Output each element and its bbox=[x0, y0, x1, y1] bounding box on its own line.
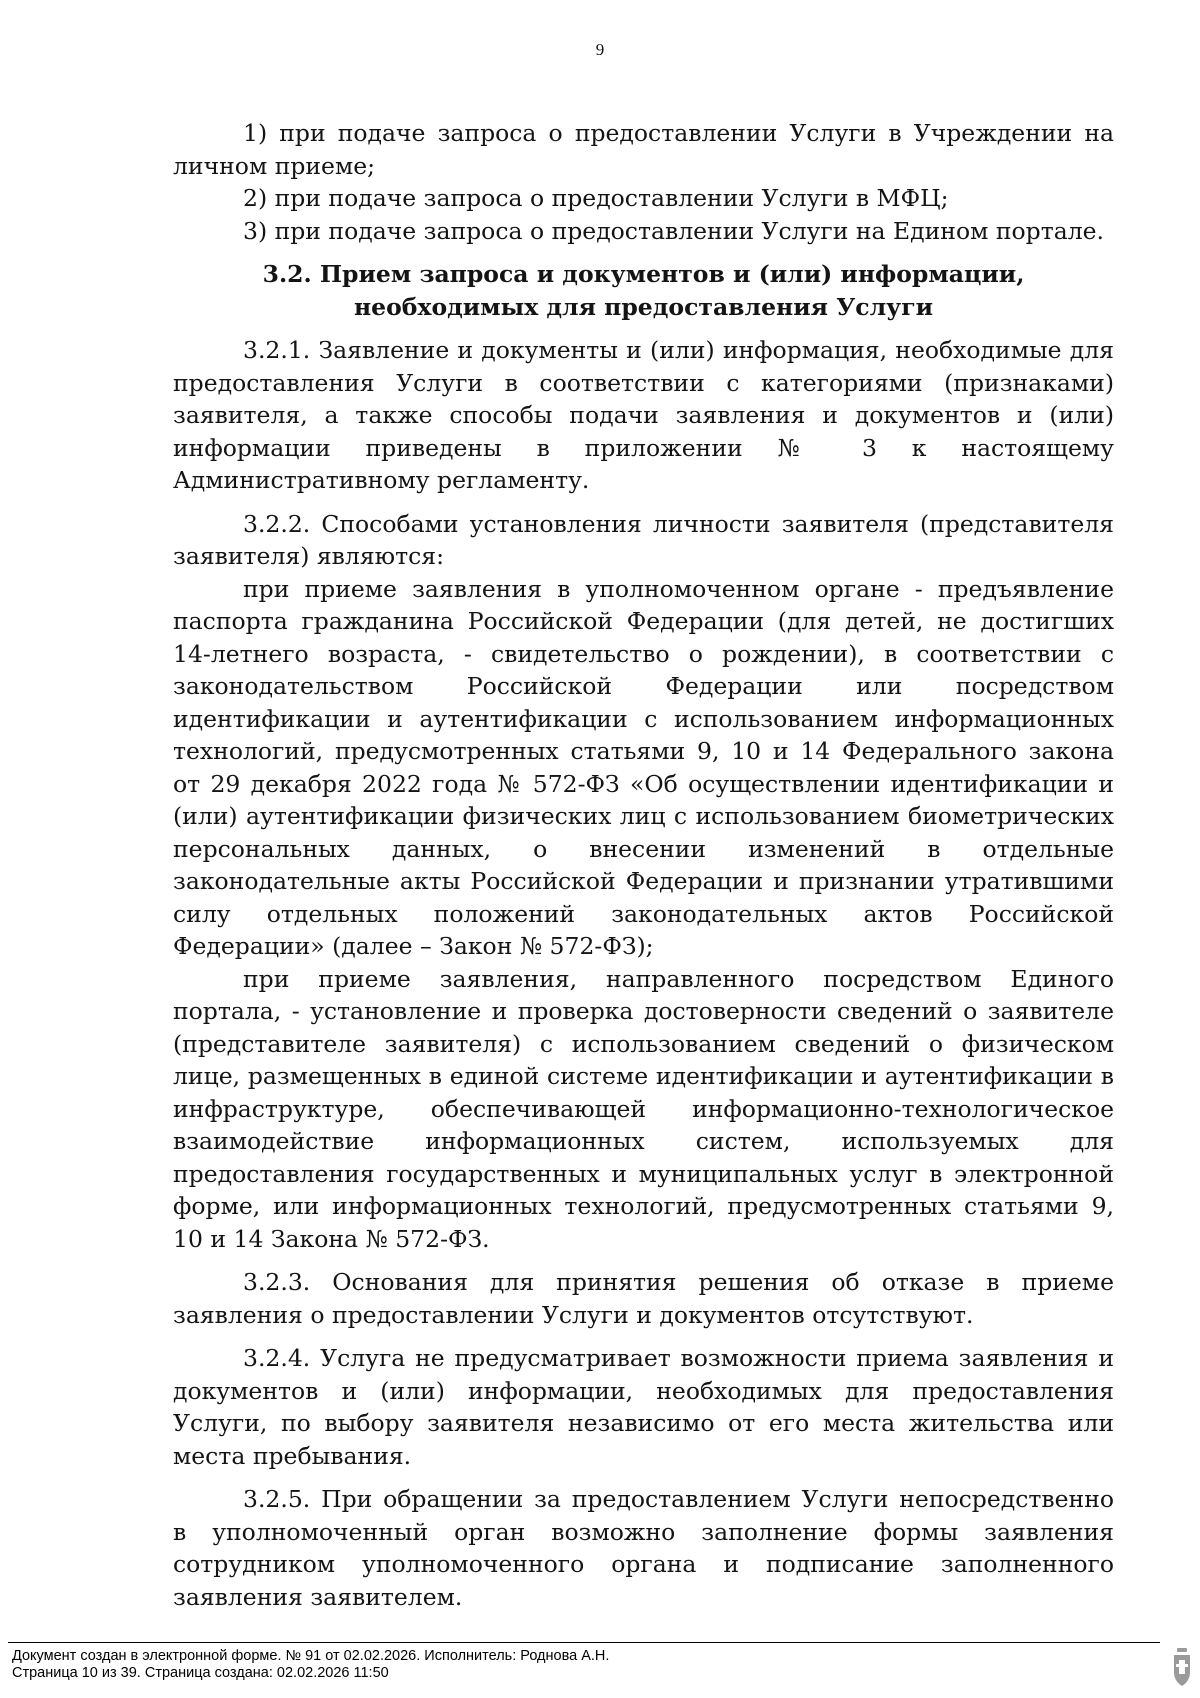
coat-of-arms-icon bbox=[1171, 1646, 1193, 1690]
paragraph-3-2-2: 3.2.2. Способами установления личности заявителя (представителя заявителя) являются: bbox=[173, 509, 1114, 570]
section-heading: 3.2. Прием запроса и документов и (или) информации, необходимых для предоставления Услуги bbox=[262, 260, 1025, 321]
paragraph-3-2-2-office: при приеме заявления в уполномоченном органе - предъявление паспорта гражданина Российской Федерации (для детей, не достигших 14-летнего возраста, - свидетельство о рождении), в соответствии с законодательством Российской Федерации или посредством идентификации и аутентификации с использованием информационных технологий, предусмотренных статьями 9, 10 и 14 Федерального закона от 29 декабря 2022 года № 572-ФЗ «Об осуществлении идентификации и (или) аутентификации физических лиц с использованием биометрических персональных данных, о внесении изменений в отдельные законодательные акты Российской Федерации и признании утратившими силу отдельных положений законодательных актов Российской Федерации» (далее – Закон № 572-ФЗ); bbox=[173, 574, 1114, 960]
list-item: 2) при подаче запроса о предоставлении Услуги в МФЦ; bbox=[243, 184, 949, 212]
list-item: 3) при подаче запроса о предоставлении Услуги на Едином портале. bbox=[243, 216, 1105, 245]
paragraph-3-2-3: 3.2.3. Основания для принятия решения об отказе в приеме заявления о предоставлении Услуги и документов отсутствуют. bbox=[173, 1268, 1114, 1329]
document-body bbox=[173, 117, 1114, 1613]
footer-line-1: Документ создан в электронной форме. № 91 от 02.02.2026. Исполнитель: Роднова А.Н. bbox=[12, 1648, 610, 1664]
paragraph-3-2-1: 3.2.1. Заявление и документы и (или) информация, необходимые для предоставления Услуги в соответствии с категориями (признаками) заявителя, а также способы подачи заявления и документов и (или) информации приведены в приложении № 3 к настоящему Административному регламенту. bbox=[173, 336, 1114, 494]
paragraph-3-2-2-portal: при приеме заявления, направленного посредством Единого портала, - установление и проверка достоверности сведений о заявителе (представителе заявителя) с использованием сведений о физическом лице, размещенных в единой системе идентификации и аутентификации в инфраструктуре, обеспечивающей информационно-технологическое взаимодействие информационных систем, используемых для предоставления государственных и муниципальных услуг в электронной форме, или информационных технологий, предусмотренных статьями 9, 10 и 14 Закона № 572-ФЗ. bbox=[173, 964, 1114, 1253]
document-footer bbox=[12, 1648, 609, 1682]
list-item: 1) при подаче запроса о предоставлении Услуги в Учреждении на личном приеме; bbox=[173, 119, 1114, 180]
page-number: 9 bbox=[595, 40, 605, 59]
footer-divider bbox=[8, 1642, 1160, 1643]
paragraph-3-2-5: 3.2.5. При обращении за предоставлением Услуги непосредственно в уполномоченный орган возможно заполнение формы заявления сотрудником уполномоченного органа и подписание заполненного заявления заявителем. bbox=[173, 1485, 1114, 1611]
paragraph-3-2-4: 3.2.4. Услуга не предусматривает возможности приема заявления и документов и (или) информации, необходимых для предоставления Услуги, по выбору заявителя независимо от его места жительства или места пребывания. bbox=[173, 1344, 1114, 1470]
footer-line-2: Страница 10 из 39. Страница создана: 02.02.2026 11:50 bbox=[12, 1665, 389, 1681]
